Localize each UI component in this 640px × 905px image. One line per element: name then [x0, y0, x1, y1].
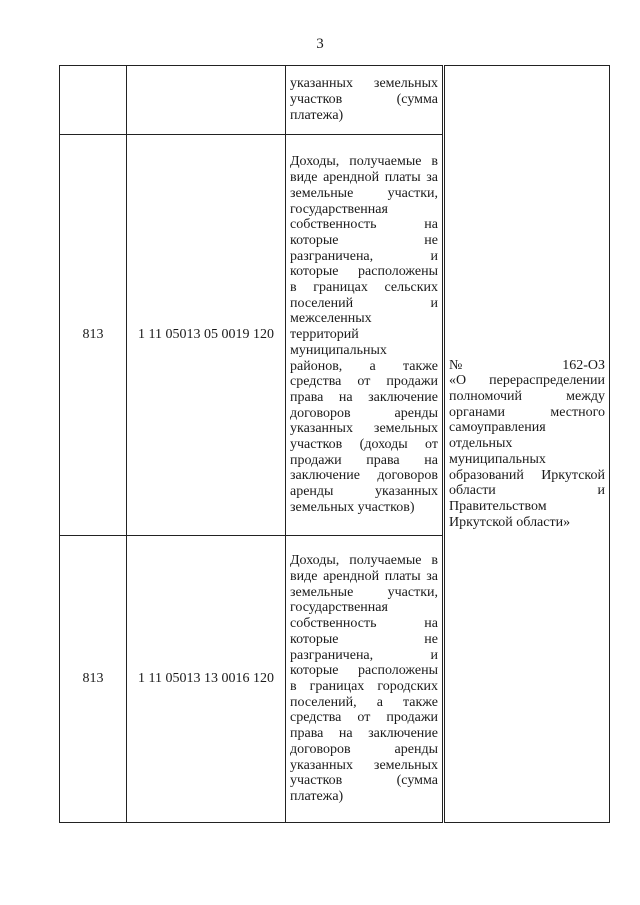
description-line: территорий — [290, 327, 359, 343]
description-line: указанных земельных — [290, 421, 438, 437]
description-line: муниципальных — [290, 342, 387, 358]
description-line: договоров аренды — [290, 405, 438, 421]
legal-basis-line: Правительством — [449, 498, 547, 514]
admin-code-cell: 813 — [60, 536, 127, 823]
description-line: районов, а также — [290, 358, 438, 374]
legal-basis-cell — [444, 66, 610, 823]
legal-basis-line: отдельных — [449, 436, 513, 452]
page-number: 3 — [316, 36, 324, 52]
legal-basis-line: органами местного — [449, 404, 605, 420]
description-line: участков (сумма — [290, 92, 438, 108]
description-cell — [286, 66, 444, 135]
description-line: поселений, а также — [290, 694, 438, 710]
description-line: земельных участков) — [290, 499, 415, 515]
description-line: государственная — [290, 201, 388, 217]
description-line: собственность на — [290, 217, 438, 233]
description-line: которые не — [290, 232, 438, 248]
legal-basis-text — [449, 358, 605, 531]
description-line: права на заключение — [290, 726, 438, 742]
legal-basis-line: образований Иркутской — [449, 467, 605, 483]
description-line: межселенных — [290, 311, 372, 327]
description-line: которые не — [290, 631, 438, 647]
description-line: разграничена, и — [290, 647, 438, 663]
description-line: участков (сумма — [290, 773, 438, 789]
description-line: указанных земельных — [290, 757, 438, 773]
admin-code-cell: 813 — [60, 135, 127, 536]
description-line: виде арендной платы за — [290, 569, 438, 585]
description-line: которые расположены — [290, 663, 438, 679]
description-text — [290, 549, 438, 808]
admin-code-cell — [60, 66, 127, 135]
description-line: аренды указанных — [290, 484, 438, 500]
description-line: в границах сельских — [290, 280, 438, 296]
description-line: государственная — [290, 600, 388, 616]
legal-basis-line: № 162-ОЗ — [449, 357, 605, 373]
legal-basis-line: муниципальных — [449, 451, 546, 467]
income-code-cell — [127, 66, 286, 135]
description-line: в границах городских — [290, 679, 438, 694]
description-line: заключение договоров — [290, 468, 438, 484]
description-line: договоров аренды — [290, 741, 438, 757]
legal-basis-line: Иркутской области» — [449, 514, 571, 530]
income-codes-table — [59, 65, 610, 823]
table-row — [60, 66, 610, 135]
description-line: Доходы, получаемые в — [290, 553, 438, 569]
description-line: участков (доходы от — [290, 437, 438, 453]
description-line: средства от продажи — [290, 374, 438, 390]
income-code-cell: 1 11 05013 05 0019 120 — [127, 135, 286, 536]
description-line: разграничена, и — [290, 248, 438, 264]
description-line: поселений и — [290, 295, 438, 311]
income-code-cell: 1 11 05013 13 0016 120 — [127, 536, 286, 823]
legal-basis-line: области и — [449, 483, 605, 499]
description-line: которые расположены — [290, 264, 438, 280]
legal-basis-line: «О перераспределении — [449, 373, 605, 389]
description-line: земельные участки, — [290, 584, 438, 600]
description-cell — [286, 536, 444, 823]
description-line: права на заключение — [290, 389, 438, 405]
legal-basis-line: самоуправления — [449, 420, 546, 436]
description-line: Доходы, получаемые в — [290, 154, 438, 170]
description-line: средства от продажи — [290, 710, 438, 726]
description-line: виде арендной платы за — [290, 170, 438, 186]
description-line: продажи права на — [290, 452, 438, 468]
description-line: платежа) — [290, 107, 344, 123]
description-text — [290, 76, 438, 123]
description-cell — [286, 135, 444, 536]
description-line: платежа) — [290, 788, 344, 804]
description-line: собственность на — [290, 616, 438, 632]
description-line: указанных земельных — [290, 76, 438, 92]
description-text — [290, 150, 438, 519]
description-line: земельные участки, — [290, 185, 438, 201]
legal-basis-line: полномочий между — [449, 389, 605, 405]
